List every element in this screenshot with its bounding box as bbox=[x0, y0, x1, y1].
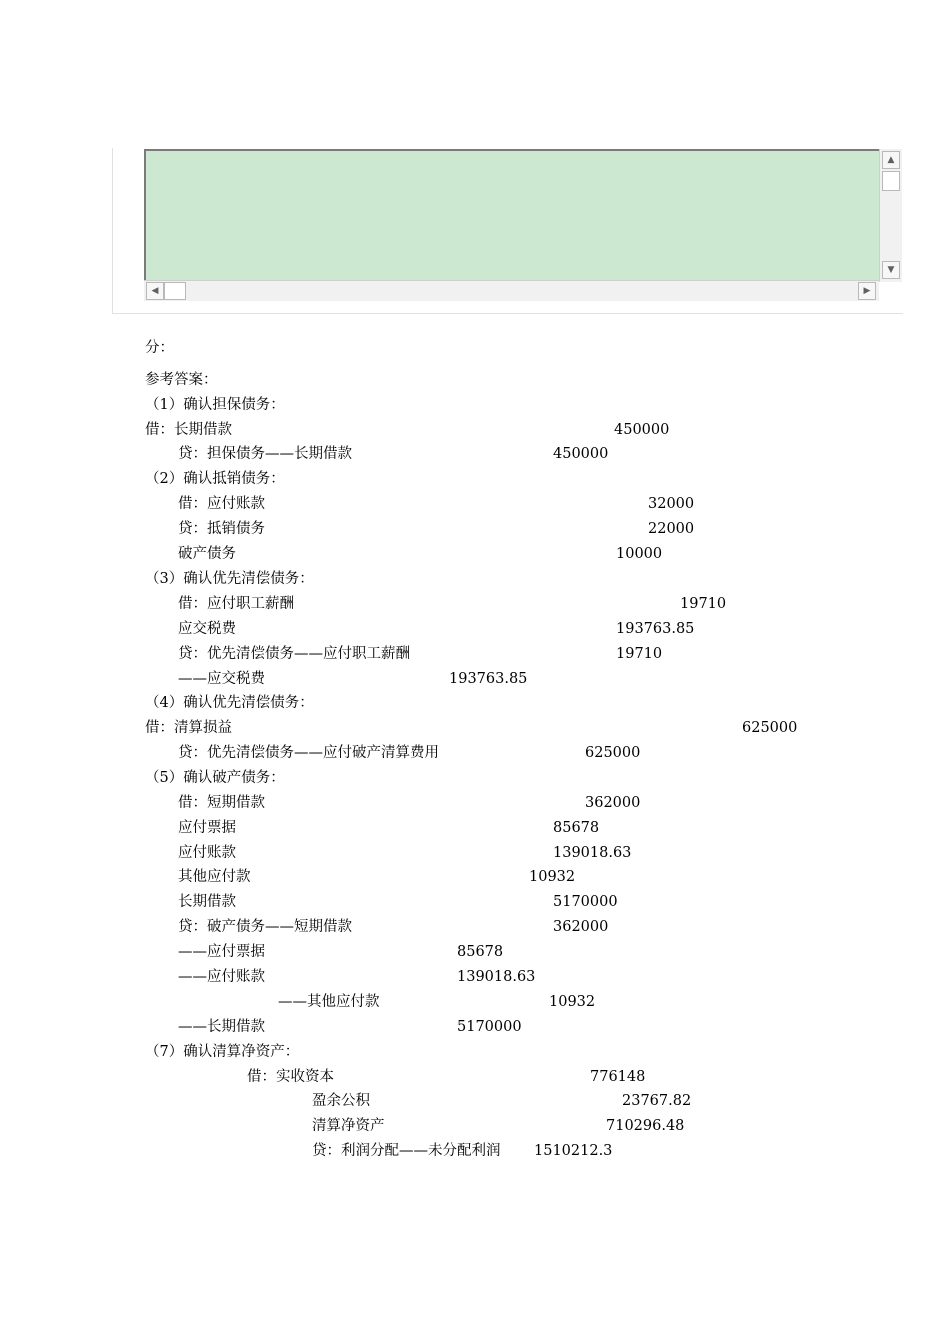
entry-text: ——应付账款 bbox=[178, 969, 265, 985]
horizontal-scroll-thumb[interactable] bbox=[164, 282, 186, 300]
amount-value: 85678 bbox=[457, 944, 504, 960]
entry-text: 应付账款 bbox=[178, 845, 236, 861]
amount-value: 1510212.3 bbox=[534, 1143, 613, 1159]
amount-value: 22000 bbox=[648, 521, 695, 537]
reference-answer-label: 参考答案： bbox=[145, 372, 218, 388]
amount-value: 10000 bbox=[616, 546, 663, 562]
entry-text: （5）确认破产债务： bbox=[145, 770, 285, 786]
entry-text: 贷：抵销债务 bbox=[178, 521, 265, 537]
scroll-down-icon[interactable]: ▼ bbox=[882, 261, 900, 279]
entry-text: 借：长期借款 bbox=[145, 422, 232, 438]
entry-text: 借：短期借款 bbox=[178, 795, 265, 811]
entry-text: ——应付票据 bbox=[178, 944, 265, 960]
entry-text: 借：应付职工薪酬 bbox=[178, 596, 294, 612]
entry-text: 借：实收资本 bbox=[247, 1069, 334, 1085]
entry-text: （4）确认优先清偿债务： bbox=[145, 695, 314, 711]
entry-text: （3）确认优先清偿债务： bbox=[145, 571, 314, 587]
amount-value: 32000 bbox=[648, 496, 695, 512]
entry-text: ——应交税费 bbox=[178, 671, 265, 687]
amount-value: 450000 bbox=[614, 422, 670, 438]
entry-text: ——其他应付款 bbox=[278, 994, 380, 1010]
vertical-scrollbar[interactable] bbox=[879, 149, 902, 282]
amount-value: 193763.85 bbox=[449, 671, 528, 687]
entry-text: 清算净资产 bbox=[312, 1118, 385, 1134]
amount-value: 710296.48 bbox=[606, 1118, 685, 1134]
amount-value: 625000 bbox=[742, 720, 798, 736]
amount-value: 19710 bbox=[680, 596, 727, 612]
amount-value: 23767.82 bbox=[622, 1093, 692, 1109]
score-label: 分： bbox=[145, 340, 174, 356]
entry-text: （1）确认担保债务： bbox=[145, 397, 285, 413]
entry-text: 贷：破产债务——短期借款 bbox=[178, 919, 352, 935]
entry-text: （7）确认清算净资产： bbox=[145, 1044, 300, 1060]
amount-value: 450000 bbox=[553, 446, 609, 462]
entry-text: 贷：利润分配——未分配利润 bbox=[312, 1143, 501, 1159]
vertical-scroll-thumb[interactable] bbox=[882, 171, 900, 191]
entry-text: （2）确认抵销债务： bbox=[145, 471, 285, 487]
amount-value: 139018.63 bbox=[457, 969, 536, 985]
amount-value: 776148 bbox=[590, 1069, 646, 1085]
amount-value: 362000 bbox=[585, 795, 641, 811]
scroll-up-icon[interactable]: ▲ bbox=[882, 151, 900, 169]
entry-text: 借：清算损益 bbox=[145, 720, 232, 736]
entry-text: 应付票据 bbox=[178, 820, 236, 836]
entry-text: 贷：担保债务——长期借款 bbox=[178, 446, 352, 462]
entry-text: 借：应付账款 bbox=[178, 496, 265, 512]
entry-text: 贷：优先清偿债务——应付职工薪酬 bbox=[178, 646, 410, 662]
entry-text: 破产债务 bbox=[178, 546, 236, 562]
amount-value: 139018.63 bbox=[553, 845, 632, 861]
scroll-right-icon[interactable]: ▶ bbox=[858, 282, 876, 300]
entry-text: 其他应付款 bbox=[178, 869, 251, 885]
entry-text: 盈余公积 bbox=[312, 1093, 370, 1109]
amount-value: 362000 bbox=[553, 919, 609, 935]
amount-value: 5170000 bbox=[553, 894, 618, 910]
scroll-left-icon[interactable]: ◀ bbox=[146, 282, 164, 300]
amount-value: 625000 bbox=[585, 745, 641, 761]
amount-value: 193763.85 bbox=[616, 621, 695, 637]
amount-value: 10932 bbox=[529, 869, 576, 885]
amount-value: 5170000 bbox=[457, 1019, 522, 1035]
entry-text: 长期借款 bbox=[178, 894, 236, 910]
amount-value: 10932 bbox=[549, 994, 596, 1010]
answer-textarea[interactable] bbox=[144, 149, 880, 282]
entry-text: ——长期借款 bbox=[178, 1019, 265, 1035]
entry-text: 贷：优先清偿债务——应付破产清算费用 bbox=[178, 745, 439, 761]
amount-value: 85678 bbox=[553, 820, 600, 836]
entry-text: 应交税费 bbox=[178, 621, 236, 637]
amount-value: 19710 bbox=[616, 646, 663, 662]
frame-corner bbox=[809, 302, 902, 313]
horizontal-scrollbar[interactable] bbox=[144, 280, 879, 301]
